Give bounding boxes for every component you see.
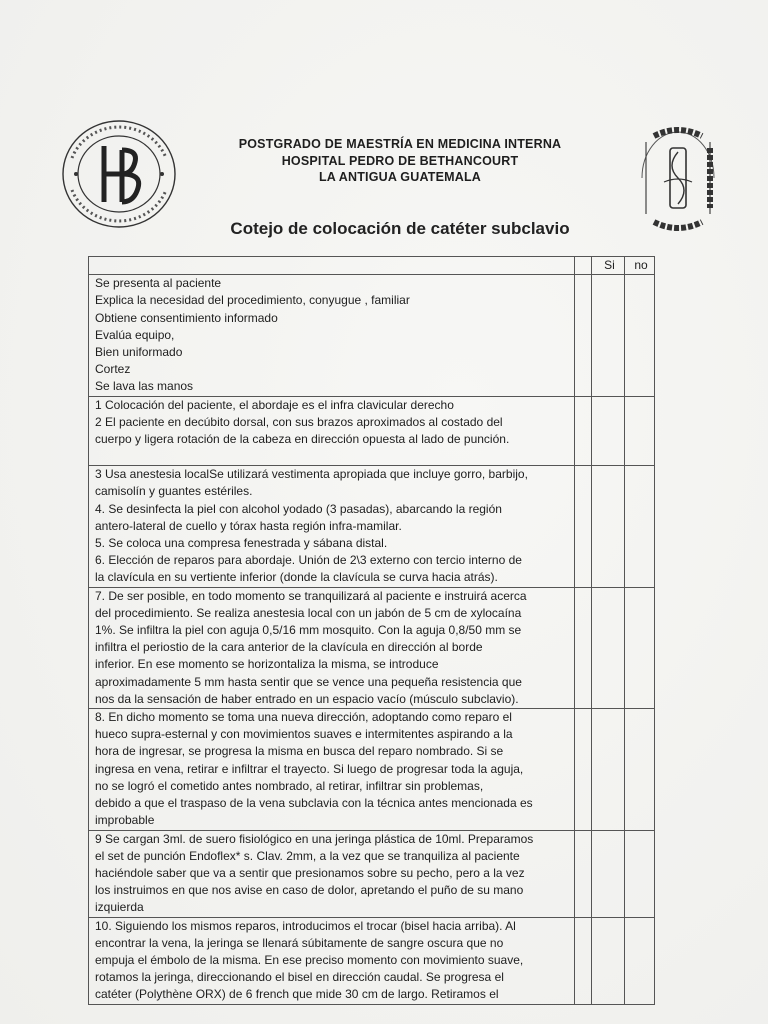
no-checkbox-cell[interactable] [625,587,655,708]
no-checkbox-cell[interactable] [625,709,655,830]
step-line: Bien uniformado [95,345,183,360]
blank-line [95,448,571,465]
step-line: 5. Se coloca una compresa fenestrada y sábana distal. [95,536,388,551]
step-line: 4. Se desinfecta la piel con alcohol yodado (3 pasadas), abarcando la región [95,501,502,516]
step-text-cell [89,396,575,466]
table-row [89,275,655,396]
header-no: no [625,257,655,275]
si-checkbox-cell[interactable] [592,709,625,830]
step-line: encontrar la vena, la jeringa se llenará súbitamente de sangre oscura que no [95,935,504,950]
si-checkbox-cell[interactable] [592,917,625,1004]
step-line: Cortez [95,362,131,377]
step-line: Obtiene consentimiento informado [95,310,278,325]
step-line: 1%. Se infiltra la piel con aguja 0,5/16 mm mosquito. Con la aguja 0,8/50 mm se [95,623,522,638]
step-line: hueco supra-esternal y con movimientos suaves e intermitentes aspirando a la [95,727,513,742]
step-line: 2 El paciente en decúbito dorsal, con sus brazos aproximados al costado del [95,414,503,429]
no-checkbox-cell[interactable] [625,830,655,917]
table-row [89,396,655,466]
step-line: 10. Siguiendo los mismos reparos, introducimos el trocar (bisel hacia arriba). Al [95,918,516,933]
si-checkbox-cell[interactable] [592,396,625,466]
step-line: Evalúa equipo, [95,327,175,342]
step-text-cell [89,275,575,396]
header-line-program: POSTGRADO DE MAESTRÍA EN MEDICINA INTERNA [238,137,562,151]
step-line: nos da la sensación de haber entrado en un espacio vacío (músculo subclavio). [95,691,519,706]
postgrado-medicina-interna-logo [636,122,720,234]
step-line: los instruimos en que nos avise en caso de dolor, apretando el puño de su mano [95,883,524,898]
checklist-table [88,256,655,1005]
document-title: Cotejo de colocación de catéter subclavio [230,219,570,238]
step-text-cell [89,830,575,917]
step-line: cuerpo y ligera rotación de la cabeza en dirección opuesta al lado de punción. [95,432,510,447]
gap-cell [575,709,592,830]
table-row [89,917,655,1004]
step-line: el set de punción Endoflex* s. Clav. 2mm, a la vez que se tranquiliza al paciente [95,848,520,863]
header-line-hospital: HOSPITAL PEDRO DE BETHANCOURT [281,153,519,168]
step-line: aproximadamente 5 mm hasta sentir que se vence una pequeña resistencia que [95,674,522,689]
header-si: Si [592,257,625,275]
table-row [89,587,655,708]
step-line: ingresa en vena, retirar e infiltrar el trayecto. Si luego de progresar toda la aguja, [95,761,524,776]
step-line: 6. Elección de reparos para abordaje. Unión de 2\3 externo con tercio interno de [95,553,522,568]
step-line: infiltra el periostio de la cara anterior de la clavícula en dirección al borde [95,640,483,655]
step-line: improbable [95,813,155,828]
gap-cell [575,396,592,466]
no-checkbox-cell[interactable] [625,917,655,1004]
step-text-cell [89,917,575,1004]
step-line: 8. En dicho momento se toma una nueva dirección, adoptando como reparo el [95,710,512,725]
table-row [89,709,655,830]
step-text-cell [89,587,575,708]
step-line: 7. De ser posible, en todo momento se tranquilizará al paciente e instruirá acerca [95,588,527,603]
step-line: 9 Se cargan 3ml. de suero fisiológico en una jeringa plástica de 10ml. Preparamos [95,831,534,846]
header-step-cell [89,257,575,275]
step-line: empuja el émbolo de la misma. En ese preciso momento con movimiento suave, [95,952,524,967]
step-line: Explica la necesidad del procedimiento, conyugue , familiar [95,293,410,308]
step-line: 1 Colocación del paciente, el abordaje es el infra clavicular derecho [95,397,454,412]
gap-cell [575,466,592,587]
step-line: rotamos la jeringa, direccionando el bisel en dirección caudal. Se progresa el [95,970,504,985]
no-checkbox-cell[interactable] [625,396,655,466]
step-line: catéter (Polythène ORX) de 6 french que mide 30 cm de largo. Retiramos el [95,987,499,1002]
step-line: Se lava las manos [95,379,194,394]
hospital-seal-logo [60,118,178,230]
step-line: inferior. En ese momento se horizontaliza la misma, se introduce [95,657,439,672]
si-checkbox-cell[interactable] [592,275,625,396]
table-row [89,830,655,917]
step-line: antero-lateral de cuello y tórax hasta región infra-mamilar. [95,518,402,533]
table-header-row [89,257,655,275]
step-line: izquierda [95,900,144,915]
step-text-cell [89,466,575,587]
step-line: no se logró el cometido antes nombrado, al retirar, infiltrar sin problemas, [95,778,484,793]
no-checkbox-cell[interactable] [625,275,655,396]
step-line: debido a que el traspaso de la vena subclavia con la técnica antes mencionada es [95,796,533,811]
step-line: Se presenta al paciente [95,276,222,291]
step-line: hora de ingresar, se progresa la misma en busca del reparo nombrado. Si se [95,744,504,759]
gap-cell [575,917,592,1004]
step-line: camisolín y guantes estériles. [95,484,253,499]
step-line: del procedimiento. Se realiza anestesia local con un jabón de 5 cm de xylocaína [95,605,522,620]
header-gap-cell [575,257,592,275]
step-text-cell [89,709,575,830]
no-checkbox-cell[interactable] [625,466,655,587]
header-line-city: LA ANTIGUA GUATEMALA [318,170,482,184]
gap-cell [575,587,592,708]
gap-cell [575,275,592,396]
table-row [89,466,655,587]
gap-cell [575,830,592,917]
step-line: la clavícula en su vertiente inferior (donde la clavícula se curva hacia atrás). [95,570,498,585]
step-line: haciéndole saber que va a sentir que presionamos sobre su pecho, pero a la vez [95,865,525,880]
si-checkbox-cell[interactable] [592,587,625,708]
step-line: 3 Usa anestesia localSe utilizará vestimenta apropiada que incluye gorro, barbijo, [95,467,528,482]
document-header [200,136,600,186]
si-checkbox-cell[interactable] [592,830,625,917]
si-checkbox-cell[interactable] [592,466,625,587]
